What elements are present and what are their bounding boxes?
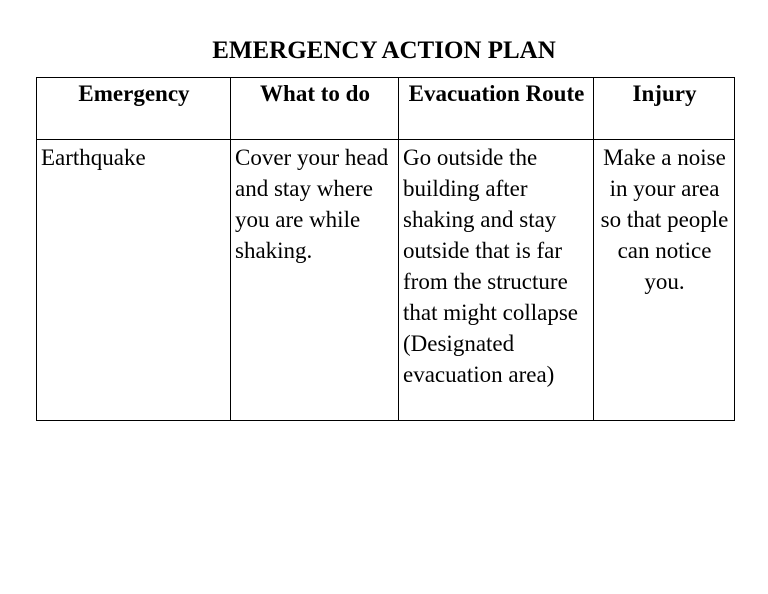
table-header-row	[37, 78, 735, 140]
page-title: EMERGENCY ACTION PLAN	[212, 37, 556, 64]
header-evacuation-route: Evacuation Route	[399, 78, 594, 140]
emergency-action-table	[36, 77, 735, 421]
cell-injury: Make a noise in your area so that people can notice you.	[594, 140, 735, 421]
header-injury: Injury	[594, 78, 735, 140]
header-what-to-do: What to do	[231, 78, 399, 140]
cell-what-to-do: Cover your head and stay where you are while shaking.	[231, 140, 399, 421]
header-emergency: Emergency	[37, 78, 231, 140]
cell-emergency: Earthquake	[37, 140, 231, 421]
table-row	[37, 140, 735, 421]
cell-evacuation-route: Go outside the building after shaking and stay outside that is far from the structure that might collapse (Designated evacuation area)	[399, 140, 594, 421]
